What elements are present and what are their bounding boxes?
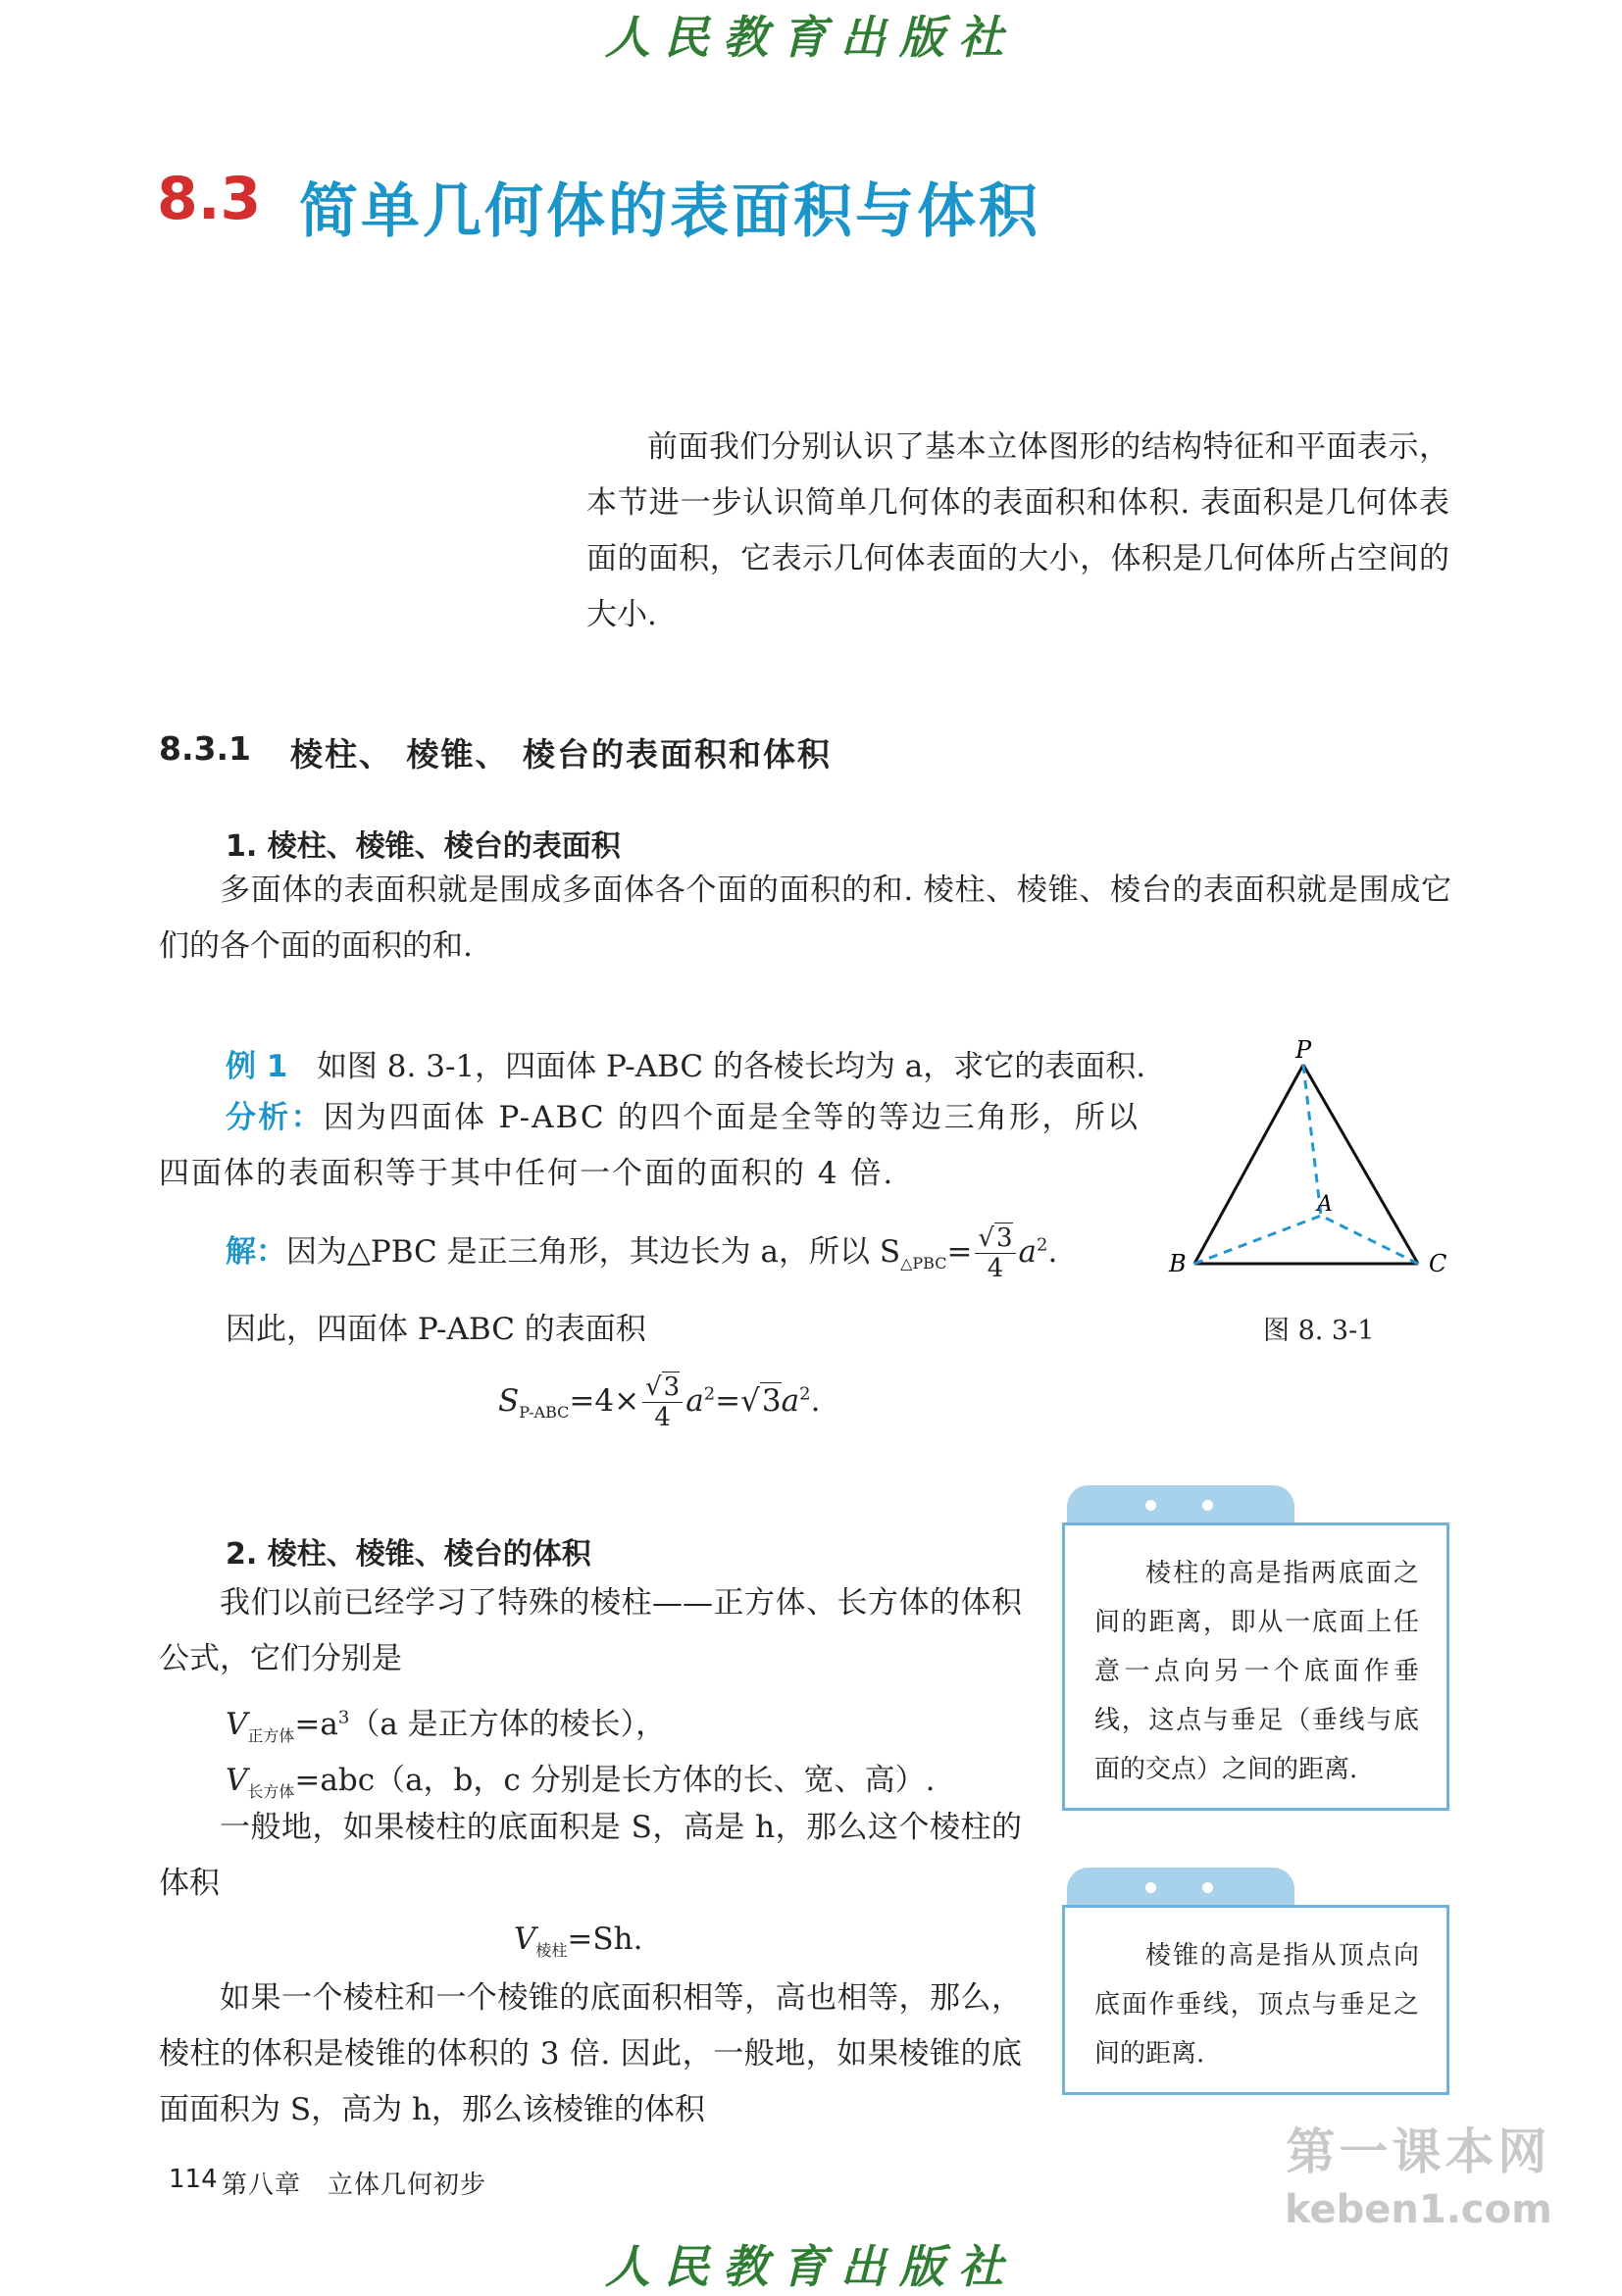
period: . bbox=[1047, 1234, 1058, 1270]
total-S: S bbox=[498, 1383, 520, 1419]
publisher-header: 人民教育出版社 bbox=[605, 11, 1017, 64]
example-problem-text: 如图 8. 3-1，四面体 P-ABC 的各棱长均为 a，求它的表面积. bbox=[316, 1049, 1146, 1084]
subsection-number: 8.3.1 bbox=[159, 729, 251, 768]
vertex-label-C: C bbox=[1429, 1250, 1447, 1277]
publisher-footer: 人民教育出版社 bbox=[605, 2240, 1017, 2293]
denominator-b: 4 bbox=[654, 1403, 671, 1432]
a-var: a bbox=[1018, 1234, 1038, 1270]
total-exp2: 2 bbox=[799, 1383, 811, 1405]
watermark-line2: keben1.com bbox=[1285, 2187, 1552, 2232]
note1-tab bbox=[1067, 1485, 1294, 1524]
solution-text: 因为△PBC 是正三角形，其边长为 a，所以 S bbox=[286, 1234, 901, 1270]
cube-volume-formula bbox=[226, 1699, 666, 1746]
cube-eq: =a bbox=[294, 1707, 338, 1742]
box-eq: =abc（a，b，c 分别是长方体的长、宽、高）. bbox=[294, 1763, 936, 1798]
vertex-label-P: P bbox=[1295, 1036, 1312, 1064]
part2-heading: 2. 棱柱、棱锥、棱台的体积 bbox=[226, 1537, 591, 1572]
total-area-formula: $S_{P-ABC}=4\times$ $\frac{√3}{4}$ $a^2=√3a^2$. bbox=[498, 1373, 821, 1432]
note2-dot-left bbox=[1145, 1882, 1156, 1893]
note2-dot-right bbox=[1202, 1882, 1213, 1893]
prism-volume-formula bbox=[514, 1922, 642, 1961]
cube-V: V bbox=[226, 1707, 248, 1742]
part2-text2: 一般地，如果棱柱的底面积是 S，高是 h，那么这个棱柱的体积 bbox=[159, 1810, 1022, 1901]
a-exp: 2 bbox=[1037, 1234, 1048, 1256]
fraction-sqrt3-over-4-b: $\frac{√3}{4}$ bbox=[642, 1373, 683, 1432]
part2-text1: 我们以前已经学习了特殊的棱柱——正方体、长方体的体积公式，它们分别是 bbox=[159, 1585, 1022, 1676]
sqrt3-a: 3 bbox=[996, 1223, 1013, 1253]
subsection-title: 棱柱、 棱锥、 棱台的表面积和体积 bbox=[290, 735, 832, 774]
cube-note: （a 是正方体的棱长）， bbox=[349, 1707, 667, 1742]
note-prism-height: 棱柱的高是指两底面之间的距离，即从一底面上任意一点向另一个底面作垂线，这点与垂足（垂线与底面的交点）之间的距离. bbox=[1062, 1522, 1449, 1811]
part1-heading: 1. 棱柱、棱锥、棱台的表面积 bbox=[226, 829, 621, 864]
total-a1: a bbox=[685, 1383, 704, 1419]
edge-PB bbox=[1194, 1065, 1303, 1264]
example-label: 例 1 bbox=[226, 1049, 288, 1084]
solution-eq: = bbox=[946, 1234, 973, 1270]
vertex-label-B: B bbox=[1169, 1250, 1187, 1277]
prism-V: V bbox=[514, 1922, 536, 1957]
sqrt3-c: 3 bbox=[761, 1383, 782, 1419]
note1-dot-left bbox=[1145, 1500, 1156, 1511]
fraction-sqrt3-over-4: $\frac{√3}{4}$ bbox=[975, 1223, 1015, 1283]
box-volume-formula bbox=[226, 1755, 935, 1802]
edge-AB bbox=[1194, 1216, 1321, 1264]
therefore-line: 因此，四面体 P-ABC 的表面积 bbox=[226, 1312, 646, 1347]
solution-line bbox=[226, 1223, 1057, 1283]
watermark-line1: 第一课本网 bbox=[1286, 2123, 1551, 2180]
solution-label: 解： bbox=[226, 1234, 286, 1270]
note-pyramid-height: 棱锥的高是指从顶点向底面作垂线，顶点与垂足之间的距离. bbox=[1062, 1905, 1449, 2095]
section-number: 8.3 bbox=[157, 165, 262, 233]
note2-tab bbox=[1067, 1868, 1294, 1907]
part1-text: 多面体的表面积就是围成多面体各个面的面积的和. 棱柱、棱锥、棱台的表面积就是围成它们的各个面的面积的和. bbox=[159, 873, 1451, 964]
total-sub: P-ABC bbox=[519, 1403, 570, 1423]
analysis-text: 因为四面体 P-ABC 的四个面是全等的等边三角形，所以四面体的表面积等于其中任何一个面的面积的 4 倍. bbox=[159, 1100, 1140, 1191]
box-V: V bbox=[226, 1763, 248, 1798]
total-eq2: = bbox=[715, 1383, 741, 1419]
page-number: 114 bbox=[169, 2165, 218, 2194]
prism-sub: 棱柱 bbox=[535, 1941, 568, 1961]
section-title: 简单几何体的表面积与体积 bbox=[299, 177, 1040, 246]
total-mid: =4× bbox=[569, 1383, 640, 1419]
total-exp1: 2 bbox=[703, 1383, 716, 1405]
note1-dot-right bbox=[1202, 1500, 1213, 1511]
prism-eq: =Sh. bbox=[567, 1922, 643, 1957]
denominator-a: 4 bbox=[987, 1254, 1004, 1283]
tetrahedron-figure bbox=[1157, 1034, 1471, 1289]
watermark bbox=[1285, 2113, 1552, 2232]
example-analysis bbox=[159, 1090, 1140, 1202]
total-a2: a bbox=[781, 1383, 800, 1419]
sqrt3-b: 3 bbox=[663, 1373, 681, 1402]
chapter-footer: 第八章 立体几何初步 bbox=[222, 2171, 487, 2200]
analysis-label: 分析： bbox=[226, 1100, 324, 1135]
box-sub: 长方体 bbox=[247, 1782, 295, 1802]
part2-text3: 如果一个棱柱和一个棱锥的底面积相等，高也相等，那么，棱柱的体积是棱锥的体积的 3 倍. 因此，一般地，如果棱锥的底面面积为 S，高为 h，那么该棱锥的体积 bbox=[159, 1980, 1022, 2127]
total-period: . bbox=[810, 1383, 821, 1419]
cube-exp: 3 bbox=[337, 1707, 350, 1728]
vertex-label-A: A bbox=[1317, 1192, 1333, 1217]
example-problem bbox=[226, 1047, 1145, 1086]
cube-sub: 正方体 bbox=[247, 1726, 295, 1746]
figure-caption: 图 8. 3-1 bbox=[1263, 1316, 1375, 1346]
intro-paragraph: 前面我们分别认识了基本立体图形的结构特征和平面表示，本节进一步认识简单几何体的表面积和体积. 表面积是几何体表面的面积，它表示几何体表面的大小，体积是几何体所占空间的大小. bbox=[586, 429, 1449, 632]
solution-sub: △PBC bbox=[900, 1254, 947, 1273]
